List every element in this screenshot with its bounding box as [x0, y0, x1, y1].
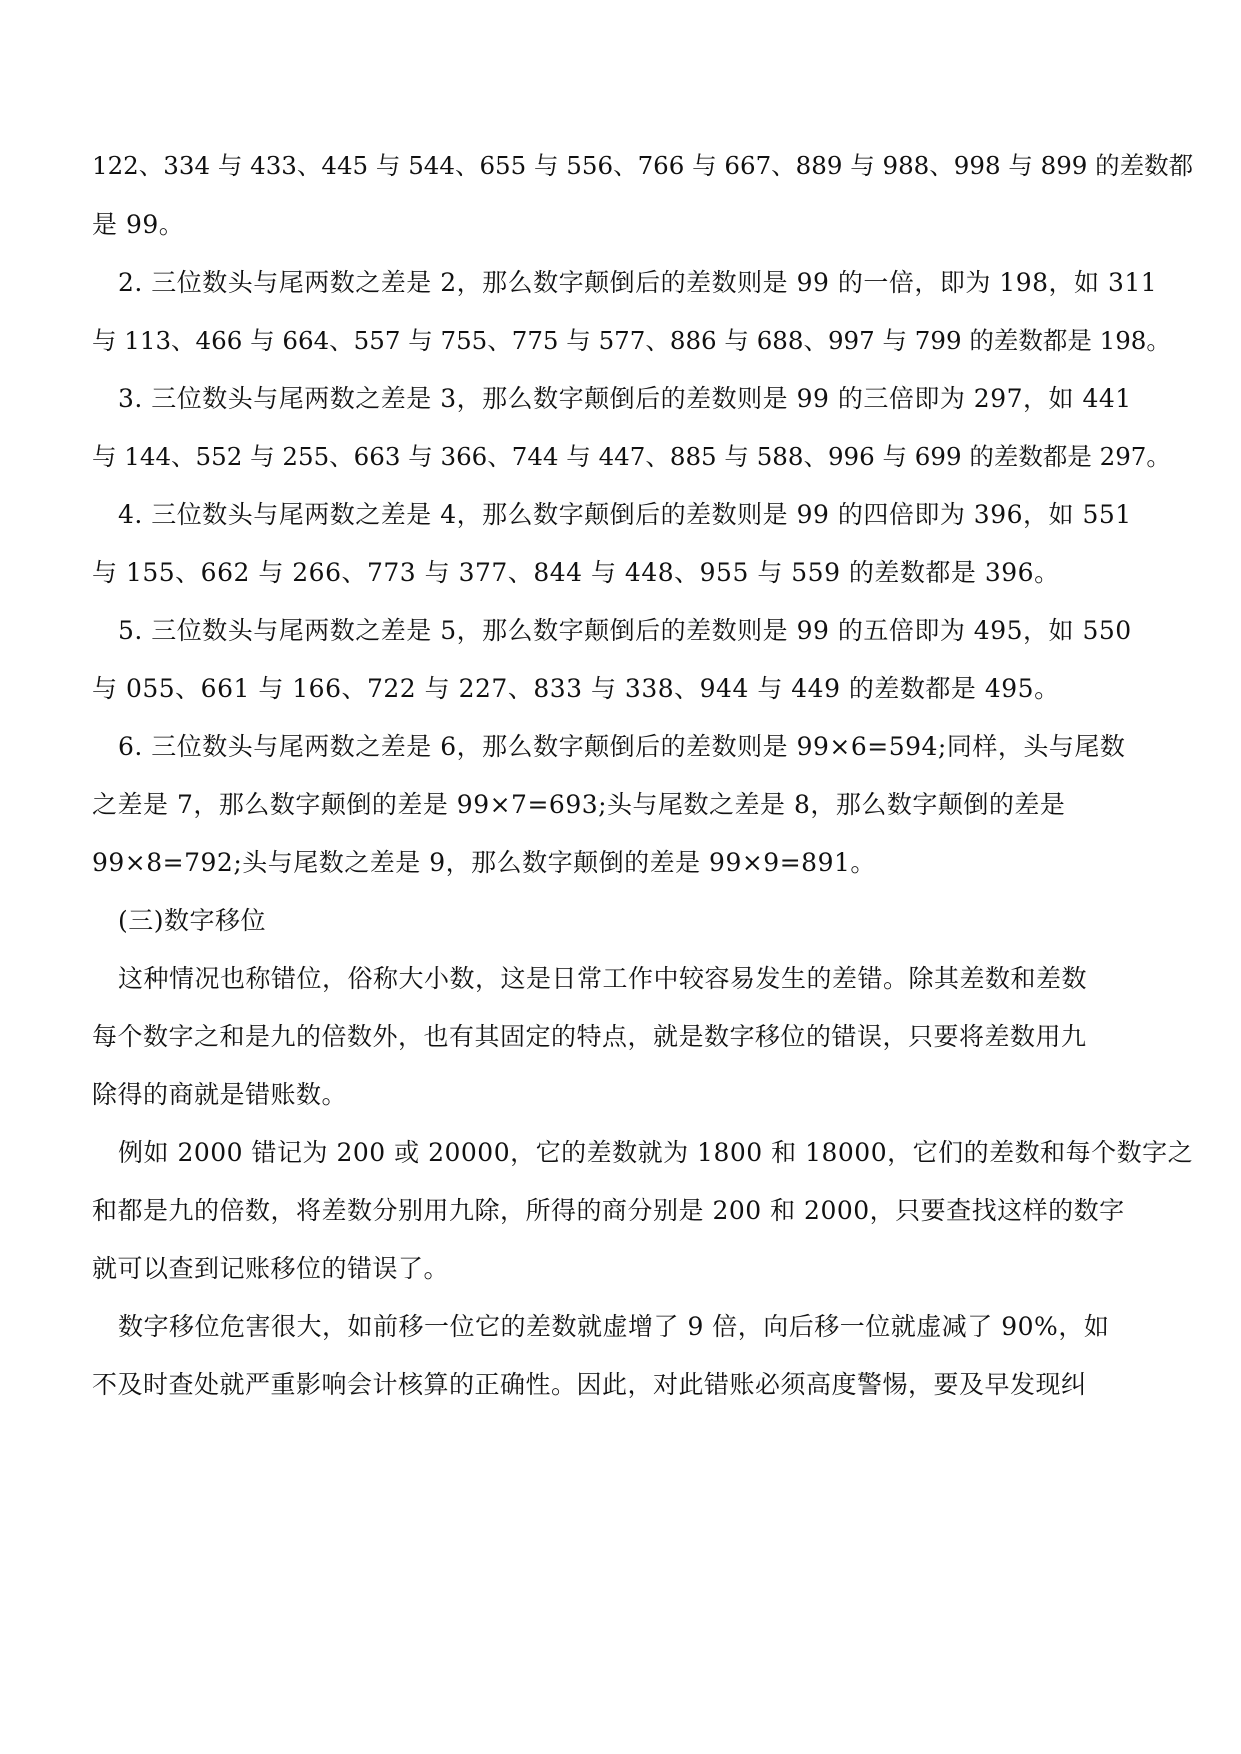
text-line: 6. 三位数头与尾两数之差是 6，那么数字颠倒后的差数则是 99×6=594;同样，头与尾数: [118, 732, 1126, 761]
text-line: 不及时查处就严重影响会计核算的正确性。因此，对此错账必须高度警惕，要及早发现纠: [92, 1370, 1087, 1399]
text-line: 5. 三位数头与尾两数之差是 5，那么数字颠倒后的差数则是 99 的五倍即为 495，如 550: [118, 616, 1132, 645]
text-line: 2. 三位数头与尾两数之差是 2，那么数字颠倒后的差数则是 99 的一倍，即为 198，如 311: [118, 268, 1158, 297]
text-line: 例如 2000 错记为 200 或 20000，它的差数就为 1800 和 18000，它们的差数和每个数字之: [118, 1138, 1194, 1167]
text-line: 与 113、466 与 664、557 与 755、775 与 577、886 与 688、997 与 799 的差数都是 198。: [92, 326, 1171, 355]
text-line: 3. 三位数头与尾两数之差是 3，那么数字颠倒后的差数则是 99 的三倍即为 297，如 441: [118, 384, 1132, 413]
text-line: 就可以查到记账移位的错误了。: [92, 1254, 450, 1283]
text-line: 这种情况也称错位，俗称大小数，这是日常工作中较容易发生的差错。除其差数和差数: [118, 964, 1088, 993]
text-line: 99×8=792;头与尾数之差是 9，那么数字颠倒的差是 99×9=891。: [92, 848, 876, 877]
section-heading: (三)数字移位: [118, 906, 267, 935]
text-line: 和都是九的倍数，将差数分别用九除，所得的商分别是 200 和 2000，只要查找这样的数字: [92, 1196, 1125, 1225]
text-line: 122、334 与 433、445 与 544、655 与 556、766 与 667、889 与 988、998 与 899 的差数都: [92, 151, 1194, 180]
text-line: 之差是 7，那么数字颠倒的差是 99×7=693;头与尾数之差是 8，那么数字颠倒的差是: [92, 790, 1066, 819]
text-line: 与 144、552 与 255、663 与 366、744 与 447、885 与 588、996 与 699 的差数都是 297。: [92, 442, 1171, 471]
text-line: 与 155、662 与 266、773 与 377、844 与 448、955 与 559 的差数都是 396。: [92, 558, 1060, 587]
text-line: 每个数字之和是九的倍数外，也有其固定的特点，就是数字移位的错误，只要将差数用九: [92, 1022, 1087, 1051]
text-line: 除得的商就是错账数。: [92, 1080, 348, 1109]
text-line: 数字移位危害很大，如前移一位它的差数就虚增了 9 倍，向后移一位就虚减了 90%，如: [118, 1312, 1110, 1341]
text-line: 与 055、661 与 166、722 与 227、833 与 338、944 与 449 的差数都是 495。: [92, 674, 1060, 703]
text-line: 是 99。: [92, 210, 185, 239]
text-line: 4. 三位数头与尾两数之差是 4，那么数字颠倒后的差数则是 99 的四倍即为 396，如 551: [118, 500, 1132, 529]
